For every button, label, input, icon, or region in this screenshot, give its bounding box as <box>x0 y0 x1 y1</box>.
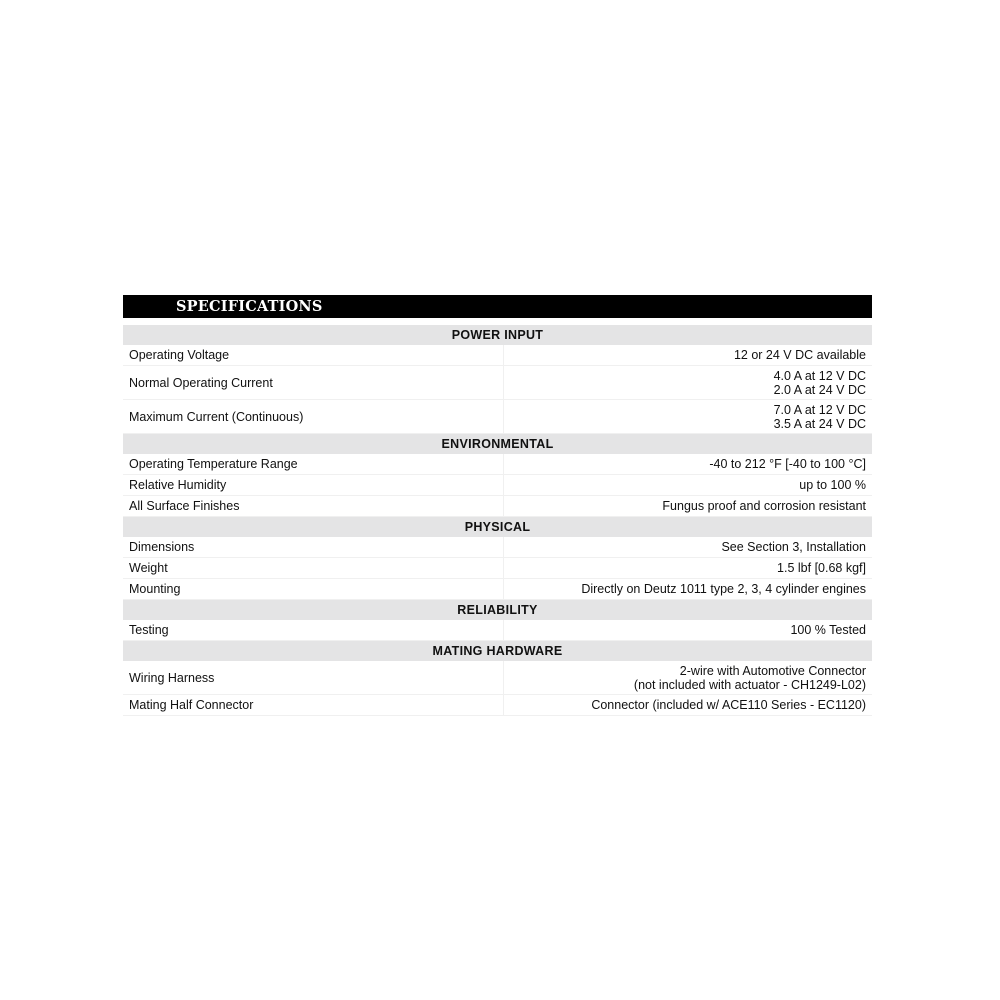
section-header-row <box>123 600 872 621</box>
spec-value <box>503 620 872 641</box>
section-heading: ENVIRONMENTAL <box>123 434 872 455</box>
spec-value <box>503 475 872 496</box>
spec-row <box>123 537 872 558</box>
spec-value-line: 7.0 A at 12 V DC <box>773 402 866 417</box>
spec-label: Maximum Current (Continuous) <box>123 400 503 434</box>
spec-row <box>123 558 872 579</box>
spec-value-line: Directly on Deutz 1011 type 2, 3, 4 cylinder engines <box>581 582 866 596</box>
specifications-title: SPECIFICATIONS <box>123 295 872 318</box>
spec-row <box>123 579 872 600</box>
spec-value-line: up to 100 % <box>799 478 866 492</box>
spec-value <box>503 537 872 558</box>
spec-value <box>503 400 872 434</box>
spec-label: Operating Voltage <box>123 345 503 366</box>
spec-label: All Surface Finishes <box>123 496 503 517</box>
spec-label: Mating Half Connector <box>123 695 503 716</box>
spec-label: Weight <box>123 558 503 579</box>
section-header-row <box>123 325 872 345</box>
spec-value-line: See Section 3, Installation <box>721 540 866 554</box>
spec-value <box>503 558 872 579</box>
spec-value-line: 3.5 A at 24 V DC <box>773 416 866 431</box>
spec-label: Dimensions <box>123 537 503 558</box>
spec-value-line: 2-wire with Automotive Connector <box>679 663 866 678</box>
section-header-row <box>123 434 872 455</box>
spec-value-line: Connector (included w/ ACE110 Series - EC1120) <box>591 698 866 712</box>
spec-row <box>123 695 872 716</box>
spec-value <box>503 661 872 695</box>
spec-row <box>123 620 872 641</box>
spec-value <box>503 579 872 600</box>
spec-table <box>123 325 872 716</box>
spec-label: Normal Operating Current <box>123 366 503 400</box>
section-heading: PHYSICAL <box>123 517 872 538</box>
spec-value <box>503 496 872 517</box>
spec-label: Mounting <box>123 579 503 600</box>
spec-row <box>123 496 872 517</box>
section-header-row <box>123 517 872 538</box>
spec-value-line: -40 to 212 °F [-40 to 100 °C] <box>709 457 866 471</box>
spec-value-line: 4.0 A at 12 V DC <box>773 368 866 383</box>
spec-label: Relative Humidity <box>123 475 503 496</box>
spec-label: Wiring Harness <box>123 661 503 695</box>
specifications-panel <box>123 295 872 716</box>
section-heading: MATING HARDWARE <box>123 641 872 662</box>
spec-row <box>123 454 872 475</box>
spec-value <box>503 345 872 366</box>
spec-row <box>123 661 872 695</box>
section-header-row <box>123 641 872 662</box>
spec-value-line: 1.5 lbf [0.68 kgf] <box>777 561 866 575</box>
spec-table-body <box>123 325 872 716</box>
spec-value-line: 2.0 A at 24 V DC <box>773 382 866 397</box>
spec-row <box>123 345 872 366</box>
spec-value <box>503 454 872 475</box>
spec-label: Testing <box>123 620 503 641</box>
spec-value-line: (not included with actuator - CH1249-L02) <box>633 677 866 692</box>
spec-row <box>123 366 872 400</box>
spec-value-line: 100 % Tested <box>790 623 866 637</box>
spec-row <box>123 475 872 496</box>
spec-value <box>503 695 872 716</box>
spec-value <box>503 366 872 400</box>
spec-row <box>123 400 872 434</box>
section-heading: POWER INPUT <box>123 325 872 345</box>
section-heading: RELIABILITY <box>123 600 872 621</box>
spec-value-line: 12 or 24 V DC available <box>733 348 866 362</box>
spec-label: Operating Temperature Range <box>123 454 503 475</box>
spec-value-line: Fungus proof and corrosion resistant <box>662 499 866 513</box>
